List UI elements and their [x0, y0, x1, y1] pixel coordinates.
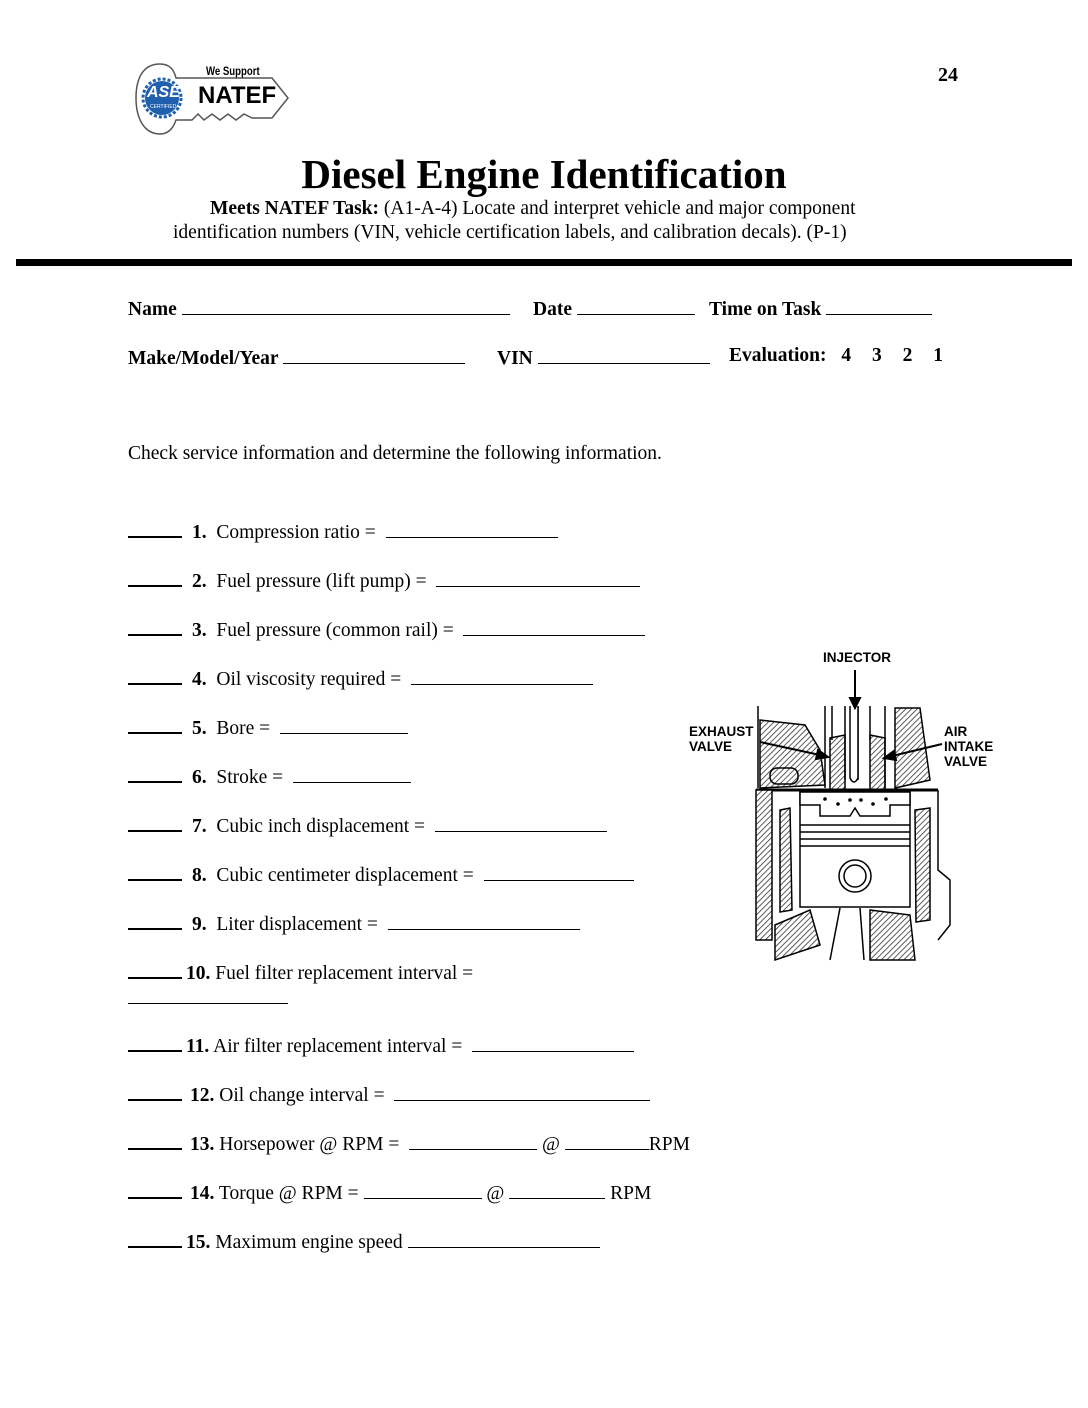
rpm-blank[interactable] [509, 1180, 605, 1199]
check-blank[interactable] [128, 567, 182, 587]
list-item [128, 861, 634, 887]
check-blank[interactable] [128, 763, 182, 783]
list-item [128, 910, 580, 936]
natef-logo [132, 60, 292, 138]
item-number: 1. [192, 522, 207, 543]
list-item [128, 1228, 600, 1254]
evaluation-score-3[interactable]: 3 [872, 345, 882, 366]
answer-blank[interactable] [386, 519, 558, 538]
evaluation-field [729, 345, 943, 367]
rpm-blank[interactable] [565, 1131, 649, 1150]
item-number: 4. [192, 669, 207, 690]
item-text: Liter displacement = [216, 914, 378, 935]
list-item [128, 959, 473, 985]
check-blank[interactable] [128, 1081, 182, 1101]
check-blank[interactable] [128, 861, 182, 881]
item-number: 13. [190, 1134, 215, 1155]
exhaust-valve-label-line: EXHAUST [689, 724, 754, 739]
list-item [128, 812, 607, 838]
list-item [128, 714, 408, 740]
diesel-cylinder-diagram [680, 640, 1010, 970]
air-intake-valve-label-line: INTAKE [944, 739, 994, 754]
answer-blank[interactable] [293, 764, 411, 783]
item-number: 12. [190, 1085, 215, 1106]
list-item [128, 1179, 651, 1205]
air-intake-valve-label [944, 724, 993, 769]
item-text: Horsepower @ RPM = [219, 1134, 400, 1155]
logo-main-text: NATEF [198, 82, 277, 109]
at-sign: @ [541, 1134, 560, 1155]
item-number: 7. [192, 816, 207, 837]
time-on-task-blank[interactable] [826, 296, 932, 315]
air-intake-valve-label-line: VALVE [944, 754, 988, 769]
torque-blank[interactable] [364, 1180, 482, 1199]
evaluation-score-4[interactable]: 4 [841, 345, 852, 366]
time-on-task-label: Time on Task [709, 299, 822, 320]
item-number: 15. [186, 1232, 211, 1253]
list-item [128, 665, 593, 691]
check-blank[interactable] [128, 1130, 182, 1150]
date-field[interactable] [533, 296, 695, 321]
make-model-year-field[interactable] [128, 345, 465, 370]
evaluation-score-1[interactable]: 1 [933, 345, 944, 366]
answer-blank[interactable] [435, 813, 607, 832]
answer-blank[interactable] [408, 1229, 600, 1248]
item-number: 8. [192, 865, 207, 886]
item-text: Fuel pressure (lift pump) = [216, 571, 427, 592]
check-blank[interactable] [128, 714, 182, 734]
answer-blank[interactable] [394, 1082, 650, 1101]
name-label: Name [128, 299, 177, 320]
check-blank[interactable] [128, 910, 182, 930]
list-item [128, 763, 411, 789]
item-text: Fuel filter replacement interval = [215, 963, 474, 984]
check-blank[interactable] [128, 616, 182, 636]
answer-blank[interactable] [463, 617, 645, 636]
task-line-1 [210, 198, 856, 220]
vin-blank[interactable] [538, 345, 710, 364]
make-model-year-blank[interactable] [283, 345, 465, 364]
exhaust-valve-label-line: VALVE [689, 739, 733, 754]
answer-blank[interactable] [411, 666, 593, 685]
cylinder-illustration-icon [680, 640, 1010, 970]
answer-blank[interactable] [484, 862, 634, 881]
answer-blank[interactable] [472, 1033, 634, 1052]
name-field[interactable] [128, 296, 510, 321]
answer-blank[interactable] [436, 568, 640, 587]
list-item [128, 567, 640, 593]
item-text: Oil viscosity required = [216, 669, 402, 690]
date-blank[interactable] [577, 296, 695, 315]
item-number: 2. [192, 571, 207, 592]
item-number: 14. [190, 1183, 215, 1204]
task-line-2: identification numbers (VIN, vehicle certification labels, and calibration decals). (P-1) [173, 222, 847, 243]
check-blank[interactable] [128, 518, 182, 538]
instructions: Check service information and determine the following information. [128, 443, 662, 464]
item-text: Fuel pressure (common rail) = [216, 620, 454, 641]
name-blank[interactable] [182, 296, 510, 315]
item-text: Bore = [216, 718, 271, 739]
logo-top-text: We Support [206, 64, 260, 78]
item-number: 3. [192, 620, 207, 641]
exhaust-valve-label [689, 724, 754, 754]
item-text: Cubic centimeter displacement = [216, 865, 474, 886]
at-sign: @ [486, 1183, 505, 1204]
check-blank[interactable] [128, 959, 182, 979]
page-title: Diesel Engine Identification [301, 151, 787, 197]
item-text: Cubic inch displacement = [216, 816, 426, 837]
check-blank[interactable] [128, 1228, 182, 1248]
air-intake-valve-label-line: AIR [944, 724, 968, 739]
answer-blank[interactable] [280, 715, 408, 734]
page-number: 24 [938, 64, 958, 86]
evaluation-score-2[interactable]: 2 [902, 345, 913, 366]
evaluation-label: Evaluation: [729, 345, 827, 366]
item-text: Compression ratio = [216, 522, 376, 543]
horsepower-blank[interactable] [409, 1131, 537, 1150]
item-number: 9. [192, 914, 207, 935]
item-number: 10. [186, 963, 211, 984]
item-number: 5. [192, 718, 207, 739]
check-blank[interactable] [128, 1032, 182, 1052]
item-number: 6. [192, 767, 207, 788]
time-on-task-field[interactable] [709, 296, 932, 321]
ase-badge-subtext: CERTIFIED [150, 104, 177, 110]
answer-blank[interactable] [128, 985, 288, 1004]
injector-label: INJECTOR [823, 650, 892, 665]
check-blank[interactable] [128, 812, 182, 832]
list-item [128, 518, 558, 544]
item-number: 11. [186, 1036, 210, 1057]
item-text: Air filter replacement interval = [213, 1036, 463, 1057]
task-label: Meets NATEF Task: [210, 198, 380, 219]
vin-field[interactable] [497, 345, 710, 370]
check-blank[interactable] [128, 1179, 182, 1199]
item-text: Stroke = [216, 767, 284, 788]
header-divider [16, 259, 1072, 266]
ase-badge-text: ASE [147, 84, 180, 101]
rpm-unit: RPM [610, 1183, 652, 1204]
item-text: Oil change interval = [219, 1085, 385, 1106]
list-item [128, 616, 645, 642]
check-blank[interactable] [128, 665, 182, 685]
item-text: Torque @ RPM = [218, 1183, 359, 1204]
list-item [128, 1032, 634, 1058]
list-item [128, 1081, 650, 1107]
answer-blank[interactable] [388, 911, 580, 930]
make-model-year-label: Make/Model/Year [128, 348, 279, 369]
task-description: (A1-A-4) Locate and interpret vehicle and major component [383, 198, 856, 219]
date-label: Date [533, 299, 572, 320]
list-item [128, 1130, 690, 1156]
vin-label: VIN [497, 348, 533, 369]
rpm-unit: RPM [648, 1134, 690, 1155]
answer-blank-wrap [128, 985, 288, 1010]
item-text: Maximum engine speed [215, 1232, 403, 1253]
